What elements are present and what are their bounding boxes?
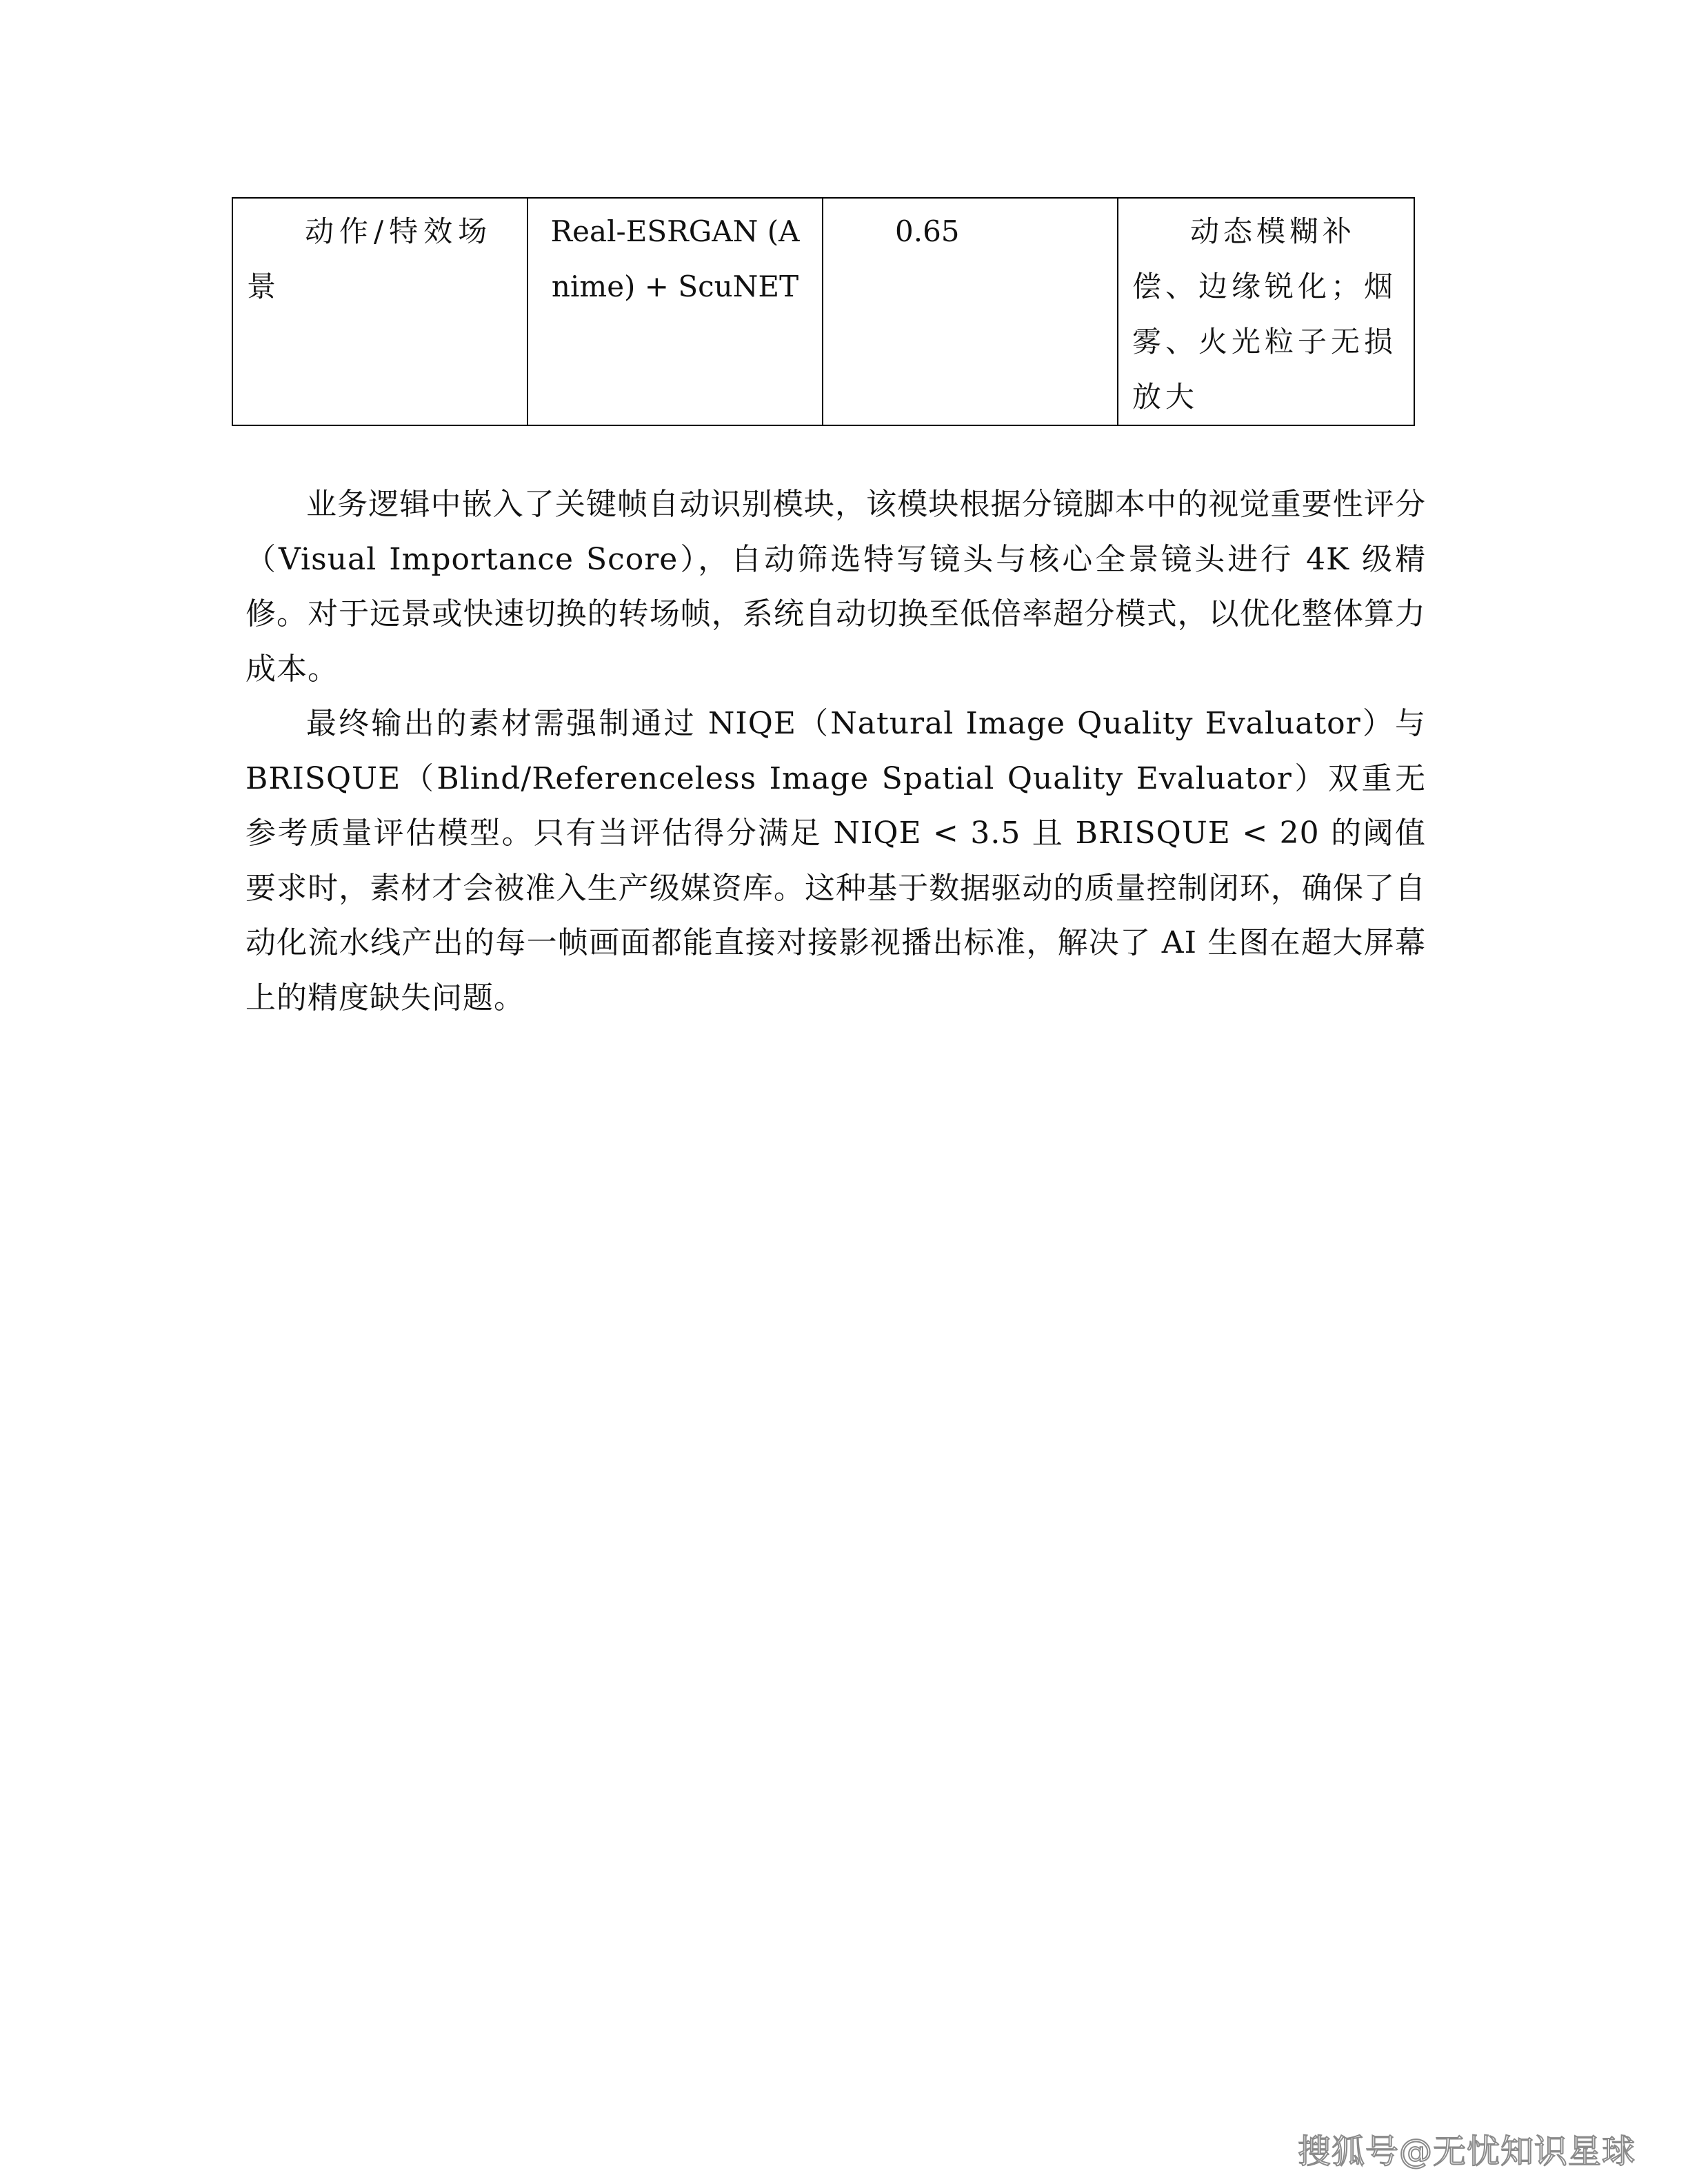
table-cell-scene: 动作/特效场景 [232, 198, 528, 425]
paragraph: 最终输出的素材需强制通过 NIQE（Natural Image Quality Evaluator）与 BRISQUE（Blind/Referenceless Image Spatial Quality Evaluator）双重无参考质量评估模型。只有当评估得分满足 NIQE < 3.5 且 BRISQUE < 20 的阈值要求时，素材才会被准入生产级媒资库。这种基于数据驱动的质量控制闭环，确保了自动化流水线产出的每一帧画面都能直接对接影视播出标准，解决了 AI 生图在超大屏幕上的精度缺失问题。 [245, 706, 1426, 1015]
upscale-config-table [232, 197, 1415, 426]
table-cell-effect: 动态模糊补偿、边缘锐化；烟雾、火光粒子无损放大 [1118, 198, 1414, 425]
watermark-text: 搜狐号@无忧知识星球 [1297, 2132, 1636, 2171]
body-text [245, 477, 1426, 1025]
table-row [232, 198, 1414, 425]
table-cell-value: 0.65 [823, 198, 1118, 425]
table-cell-model: Real-ESRGAN (Anime) + ScuNET [528, 198, 823, 425]
paragraph: 业务逻辑中嵌入了关键帧自动识别模块，该模块根据分镜脚本中的视觉重要性评分（Visual Importance Score），自动筛选特写镜头与核心全景镜头进行 4K 级精修。对于远景或快速切换的转场帧，系统自动切换至低倍率超分模式，以优化整体算力成本。 [245, 487, 1426, 687]
